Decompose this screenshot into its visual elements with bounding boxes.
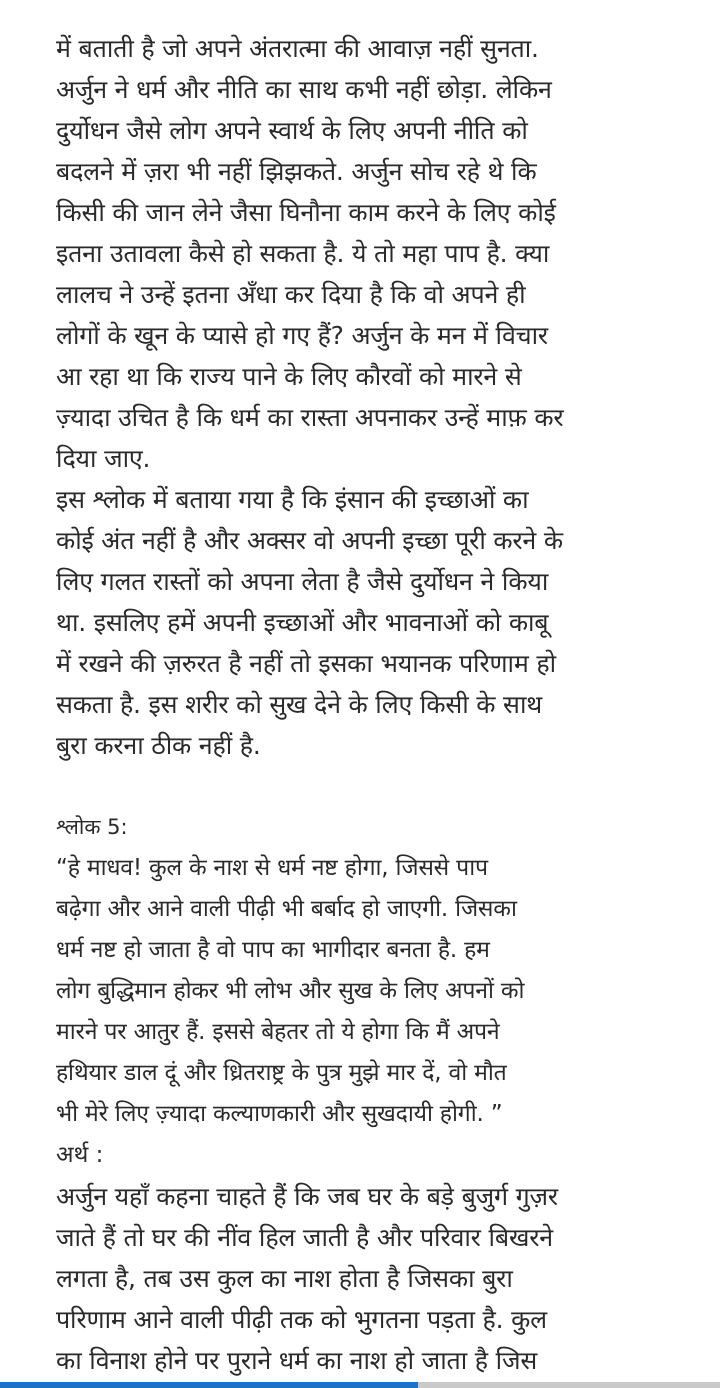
text-line: किसी की जान लेने जैसा घिनौना काम करने के लिए कोई bbox=[56, 198, 556, 227]
text-line: में बताती है जो अपने अंतरात्मा की आवाज़ नहीं सुनता. bbox=[56, 34, 539, 63]
text-line: भी मेरे लिए ज़्यादा कल्याणकारी और सुखदायी होगी. ” bbox=[56, 1101, 503, 1127]
text-line: सकता है. इस शरीर को सुख देने के लिए किसी के साथ bbox=[56, 690, 542, 719]
article-body bbox=[56, 28, 716, 1381]
text-line: आ रहा था कि राज्य पाने के लिए कौरवों को मारने से bbox=[56, 362, 522, 391]
text-line: था. इसलिए हमें अपनी इच्छाओं और भावनाओं को काबू bbox=[56, 608, 549, 637]
text-line: बढ़ेगा और आने वाली पीढ़ी भी बर्बाद हो जाएगी. जिसका bbox=[56, 896, 517, 922]
text-line: लिए गलत रास्तों को अपना लेता है जैसे दुर्योधन ने किया bbox=[56, 567, 549, 596]
text-line: का विनाश होने पर पुराने धर्म का नाश हो जाता है जिस bbox=[56, 1346, 538, 1375]
text-line: बदलने में ज़रा भी नहीं झिझकते. अर्जुन सोच रहे थे कि bbox=[56, 157, 537, 186]
text-line: इतना उतावला कैसे हो सकता है. ये तो महा पाप है. क्या bbox=[56, 239, 550, 268]
text-line: हथियार डाल दूं और ध्रितराष्ट्र के पुत्र मुझे मार दें, वो मौत bbox=[56, 1060, 507, 1086]
text-line: लगता है, तब उस कुल का नाश होता है जिसका बुरा bbox=[56, 1264, 513, 1293]
text-line: में रखने की ज़रुरत है नहीं तो इसका भयानक परिणाम हो bbox=[56, 649, 556, 678]
meaning-heading: अर्थ : bbox=[56, 1142, 104, 1168]
text-line: दुर्योधन जैसे लोग अपने स्वार्थ के लिए अपनी नीति को bbox=[56, 116, 528, 145]
meaning-paragraph bbox=[56, 1176, 716, 1381]
text-line: लालच ने उन्हें इतना अँधा कर दिया है कि वो अपने ही bbox=[56, 280, 526, 309]
text-line: धर्म नष्ट हो जाता है वो पाप का भागीदार बनता है. हम bbox=[56, 937, 490, 963]
text-line: इस श्लोक में बताया गया है कि इंसान की इच्छाओं का bbox=[56, 485, 529, 514]
text-line: कोई अंत नहीं है और अक्सर वो अपनी इच्छा पूरी करने के bbox=[56, 526, 563, 555]
blank-line bbox=[56, 766, 716, 807]
reading-progress-fill bbox=[0, 1382, 418, 1388]
text-line: बुरा करना ठीक नहीं है. bbox=[56, 731, 261, 760]
text-line: मारने पर आतुर हैं. इससे बेहतर तो ये होगा कि मैं अपने bbox=[56, 1019, 500, 1045]
text-line: ज़्यादा उचित है कि धर्म का रास्ता अपनाकर उन्हें माफ़ कर bbox=[56, 403, 564, 432]
text-line: दिया जाए. bbox=[56, 444, 151, 473]
text-line: जाते हैं तो घर की नींव हिल जाती है और परिवार बिखरने bbox=[56, 1223, 553, 1252]
text-line: लोग बुद्धिमान होकर भी लोभ और सुख के लिए अपनों को bbox=[56, 978, 525, 1004]
shloka-quote bbox=[56, 848, 716, 1135]
text-line: अर्जुन ने धर्म और नीति का साथ कभी नहीं छोड़ा. लेकिन bbox=[56, 75, 552, 104]
paragraph-1 bbox=[56, 28, 716, 479]
paragraph-2 bbox=[56, 479, 716, 766]
text-line: परिणाम आने वाली पीढ़ी तक को भुगतना पड़ता है. कुल bbox=[56, 1305, 547, 1334]
reading-progress-bar bbox=[0, 1382, 720, 1388]
shloka-heading: श्लोक 5: bbox=[56, 815, 128, 839]
text-line: लोगों के खून के प्यासे हो गए हैं? अर्जुन के मन में विचार bbox=[56, 321, 548, 350]
text-line: “हे माधव! कुल के नाश से धर्म नष्ट होगा, जिससे पाप bbox=[56, 855, 488, 881]
text-line: अर्जुन यहाँ कहना चाहते हैं कि जब घर के बड़े बुजुर्ग गुज़र bbox=[56, 1182, 558, 1211]
